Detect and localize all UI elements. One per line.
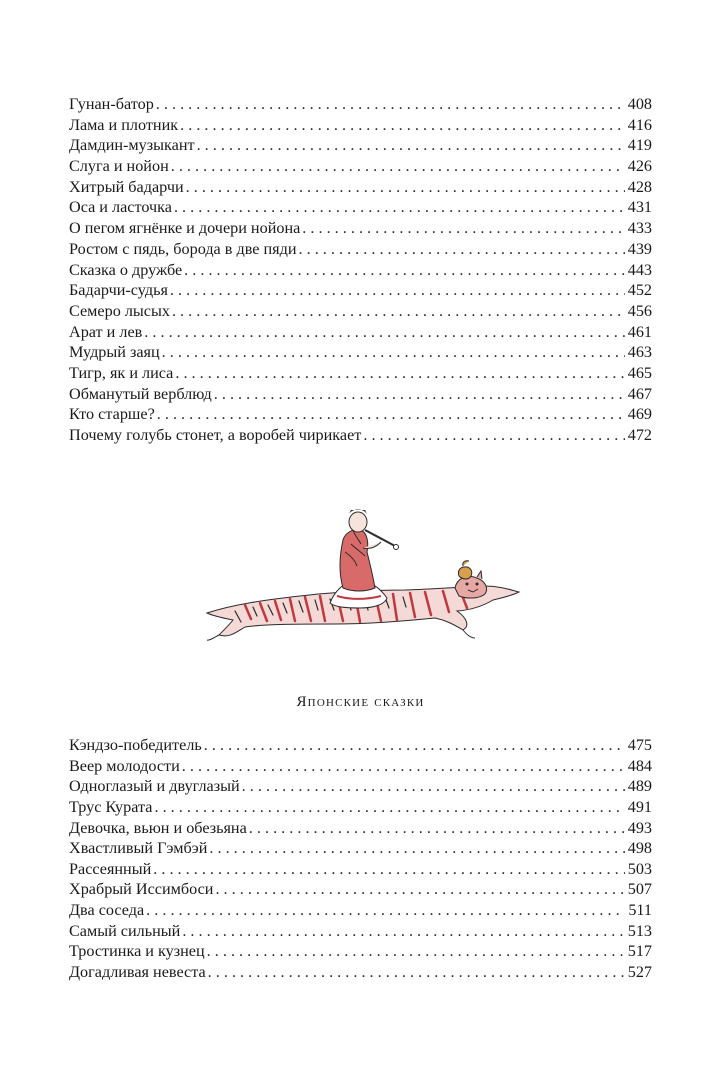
toc-entry-title: Лама и плотник: [69, 115, 179, 134]
toc-entry-title: Мудрый заяц: [69, 343, 160, 362]
leader-dots: [162, 342, 625, 363]
toc-entry[interactable]: [69, 797, 652, 818]
toc-entry-page: 507: [627, 880, 652, 899]
toc-entry[interactable]: [69, 921, 652, 942]
toc-entry[interactable]: [69, 735, 652, 756]
leader-dots: [363, 425, 624, 446]
toc-entry-title: Трус Курата: [69, 797, 153, 816]
toc-entry-page: 456: [627, 301, 652, 320]
toc-entry[interactable]: [69, 177, 652, 198]
toc-entry-title: Кэндзо-победитель: [69, 736, 202, 754]
leader-dots: [171, 156, 625, 177]
leader-dots: [174, 197, 625, 218]
toc-entry-title: Бадарчи-судья: [69, 281, 168, 300]
toc-entry[interactable]: [69, 342, 652, 363]
toc-entry[interactable]: [69, 322, 652, 343]
toc-entry-page: 428: [627, 177, 652, 196]
toc-entry[interactable]: [69, 197, 652, 218]
toc-entry-title: Обманутый верблюд: [69, 384, 212, 403]
toc-entry-title: Кто старше?: [69, 405, 155, 424]
toc-entry[interactable]: [69, 115, 652, 136]
toc-entry-page: 431: [627, 198, 652, 217]
toc-entry-page: 527: [627, 963, 652, 982]
toc-entry-title: Тростинка и кузнец: [69, 942, 205, 961]
toc-entry-page: 408: [627, 95, 652, 113]
toc-entry-title: Оса и ласточка: [69, 198, 172, 217]
toc-entry[interactable]: [69, 818, 652, 839]
toc-entry[interactable]: [69, 363, 652, 384]
toc-entry[interactable]: [69, 156, 652, 177]
leader-dots: [144, 322, 624, 343]
leader-dots: [207, 941, 625, 962]
toc-entry-title: Хвастливый Гэмбэй: [69, 839, 208, 858]
toc-entry[interactable]: [69, 941, 652, 962]
toc-entry[interactable]: [69, 859, 652, 880]
toc-entry-page: 461: [627, 322, 652, 341]
leader-dots: [242, 776, 625, 797]
toc-entry-title: Рассеянный: [69, 859, 152, 878]
toc-entry-title: Веер молодости: [69, 756, 180, 775]
toc-entry-title: Одноглазый и двуглазый: [69, 777, 240, 796]
small-monkey: [458, 561, 471, 579]
toc-entry[interactable]: [69, 280, 652, 301]
toc-entry[interactable]: [69, 838, 652, 859]
toc-entry-page: 416: [627, 115, 652, 134]
toc-entry-title: Тигр, як и лиса: [69, 363, 174, 382]
toc-entry[interactable]: [69, 260, 652, 281]
leader-dots: [204, 735, 625, 756]
toc-entry-title: Гунан-батор: [69, 95, 154, 113]
leader-dots: [182, 756, 625, 777]
leader-dots: [154, 797, 624, 818]
toc-entry-page: 419: [627, 136, 652, 155]
leader-dots: [157, 404, 625, 425]
leader-dots: [299, 239, 625, 260]
toc-entry-page: 439: [627, 239, 652, 258]
leader-dots: [172, 301, 625, 322]
toc-entry[interactable]: [69, 135, 652, 156]
toc-entry-title: Два соседа: [69, 901, 145, 920]
toc-entry[interactable]: [69, 879, 652, 900]
leader-dots: [186, 177, 625, 198]
toc-entry-page: 475: [627, 736, 652, 754]
toc-entry-page: 465: [627, 363, 652, 382]
toc-entry-title: О пегом ягнёнке и дочери нойона: [69, 219, 301, 238]
toc-list-top: [69, 94, 652, 446]
toc-entry-page: 433: [627, 219, 652, 238]
toc-entry-title: Догадливая невеста: [69, 963, 206, 982]
toc-entry-page: 469: [627, 405, 652, 424]
leader-dots: [208, 962, 625, 983]
toc-entry-page: 489: [627, 777, 652, 796]
illustration-man-on-tiger-skin: [205, 500, 520, 650]
toc-entry-title: Слуга и нойон: [69, 157, 169, 176]
toc-entry-page: 472: [627, 426, 652, 444]
leader-dots: [175, 363, 624, 384]
toc-entry-title: Девочка, вьюн и обезьяна: [69, 818, 247, 837]
toc-entry[interactable]: [69, 384, 652, 405]
leader-dots: [302, 218, 624, 239]
toc-entry-title: Арат и лев: [69, 322, 143, 341]
toc-entry-page: 503: [627, 859, 652, 878]
toc-entry[interactable]: [69, 776, 652, 797]
toc-entry[interactable]: [69, 218, 652, 239]
toc-entry[interactable]: [69, 94, 652, 115]
leader-dots: [214, 384, 625, 405]
leader-dots: [209, 838, 624, 859]
leader-dots: [153, 859, 624, 880]
toc-entry-title: Дамдин-музыкант: [69, 136, 195, 155]
toc-entry-page: 493: [627, 818, 652, 837]
toc-entry-page: 511: [628, 901, 652, 920]
toc-entry-page: 517: [627, 942, 652, 961]
leader-dots: [249, 818, 625, 839]
toc-entry-page: 452: [627, 281, 652, 300]
leader-dots: [184, 260, 625, 281]
toc-entry-page: 463: [627, 343, 652, 362]
toc-entry[interactable]: [69, 301, 652, 322]
toc-entry[interactable]: [69, 962, 652, 983]
leader-dots: [170, 280, 625, 301]
toc-entry-title: Сказка о дружбе: [69, 260, 183, 279]
toc-entry[interactable]: [69, 756, 652, 777]
toc-entry[interactable]: [69, 239, 652, 260]
toc-entry[interactable]: [69, 900, 652, 921]
toc-entry-page: 513: [627, 921, 652, 940]
leader-dots: [182, 921, 624, 942]
leader-dots: [215, 879, 624, 900]
toc-entry-page: 491: [627, 797, 652, 816]
toc-entry-page: 498: [627, 839, 652, 858]
leader-dots: [197, 135, 625, 156]
toc-entry-title: Почему голубь стонет, а воробей чирикает: [69, 426, 362, 444]
leader-dots: [146, 900, 625, 921]
toc-entry-title: Семеро лысых: [69, 301, 170, 320]
toc-entry[interactable]: [69, 404, 652, 425]
toc-entry-page: 443: [627, 260, 652, 279]
toc-entry-title: Хитрый бадарчи: [69, 177, 184, 196]
toc-entry-page: 426: [627, 157, 652, 176]
toc-entry-title: Самый сильный: [69, 921, 181, 940]
toc-list-bottom: [69, 735, 652, 983]
toc-entry-title: Ростом с пядь, борода в две пяди: [69, 239, 297, 258]
toc-entry-page: 484: [627, 756, 652, 775]
section-title: Японские сказки: [296, 694, 425, 710]
toc-entry-page: 467: [627, 384, 652, 403]
leader-dots: [156, 94, 625, 115]
leader-dots: [180, 115, 625, 136]
toc-entry[interactable]: [69, 425, 652, 446]
toc-entry-title: Храбрый Иссимбоси: [69, 880, 214, 899]
